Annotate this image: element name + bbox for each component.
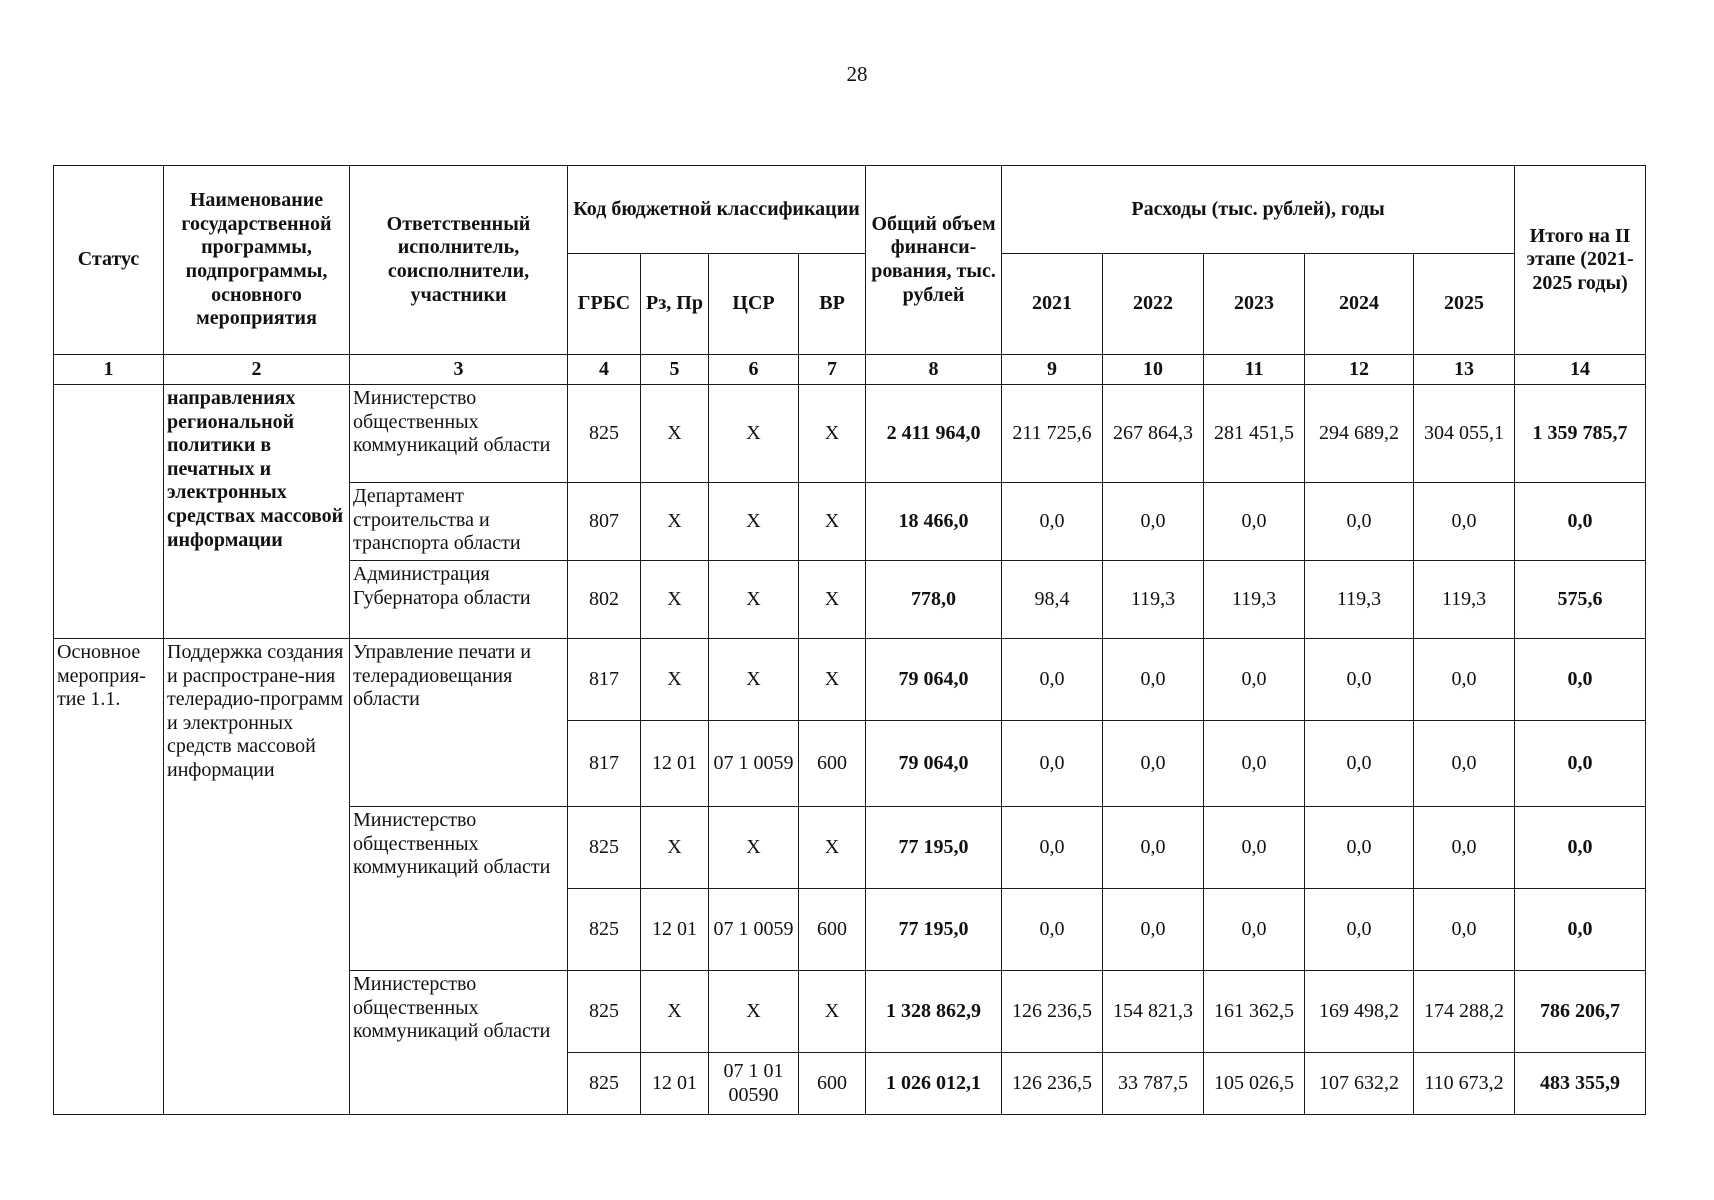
total-cell: 79 064,0: [866, 639, 1002, 721]
year-2022-cell: 0,0: [1103, 889, 1204, 971]
column-number: 9: [1002, 355, 1103, 385]
column-number: 12: [1305, 355, 1414, 385]
vr-cell: X: [799, 639, 866, 721]
year-2022-cell: 0,0: [1103, 483, 1204, 561]
column-number: 2: [164, 355, 350, 385]
year-2024-cell: 107 632,2: [1305, 1053, 1414, 1115]
total-cell: 1 328 862,9: [866, 971, 1002, 1053]
rzpr-cell: X: [641, 561, 709, 639]
vr-cell: X: [799, 807, 866, 889]
grbs-cell: 802: [568, 561, 641, 639]
header-year-2023: 2023: [1204, 254, 1305, 355]
year-2021-cell: 126 236,5: [1002, 1053, 1103, 1115]
column-number: 3: [350, 355, 568, 385]
status-cell: Основное мероприя-тие 1.1.: [54, 639, 164, 1115]
vr-cell: X: [799, 561, 866, 639]
stage-total-cell: 0,0: [1515, 721, 1646, 807]
grbs-cell: 817: [568, 639, 641, 721]
year-2022-cell: 33 787,5: [1103, 1053, 1204, 1115]
executor-cell: Администрация Губернатора области: [350, 561, 568, 639]
rzpr-cell: X: [641, 971, 709, 1053]
stage-total-cell: 786 206,7: [1515, 971, 1646, 1053]
column-number: 14: [1515, 355, 1646, 385]
year-2025-cell: 0,0: [1414, 639, 1515, 721]
grbs-cell: 825: [568, 971, 641, 1053]
total-cell: 77 195,0: [866, 889, 1002, 971]
total-cell: 2 411 964,0: [866, 385, 1002, 483]
year-2024-cell: 169 498,2: [1305, 971, 1414, 1053]
csr-cell: X: [709, 385, 799, 483]
year-2025-cell: 0,0: [1414, 721, 1515, 807]
year-2024-cell: 0,0: [1305, 639, 1414, 721]
year-2024-cell: 0,0: [1305, 807, 1414, 889]
vr-cell: 600: [799, 1053, 866, 1115]
rzpr-cell: 12 01: [641, 721, 709, 807]
year-2021-cell: 0,0: [1002, 889, 1103, 971]
vr-cell: 600: [799, 889, 866, 971]
stage-total-cell: 0,0: [1515, 889, 1646, 971]
year-2025-cell: 304 055,1: [1414, 385, 1515, 483]
year-2023-cell: 0,0: [1204, 639, 1305, 721]
grbs-cell: 817: [568, 721, 641, 807]
header-stage-total: Итого на II этапе (2021-2025 годы): [1515, 166, 1646, 355]
year-2023-cell: 0,0: [1204, 889, 1305, 971]
header-grbs: ГРБС: [568, 254, 641, 355]
year-2023-cell: 0,0: [1204, 807, 1305, 889]
year-2023-cell: 0,0: [1204, 483, 1305, 561]
csr-cell: X: [709, 483, 799, 561]
executor-cell: Министерство общественных коммуникаций области: [350, 971, 568, 1115]
column-number: 6: [709, 355, 799, 385]
year-2023-cell: 105 026,5: [1204, 1053, 1305, 1115]
year-2023-cell: 161 362,5: [1204, 971, 1305, 1053]
column-number: 5: [641, 355, 709, 385]
program-name-cell: Поддержка создания и распростране-ния телерадио-программ и электронных средств массовой информации: [164, 639, 350, 1115]
year-2021-cell: 0,0: [1002, 807, 1103, 889]
column-numbers-row: [54, 355, 1646, 385]
year-2022-cell: 267 864,3: [1103, 385, 1204, 483]
stage-total-cell: 483 355,9: [1515, 1053, 1646, 1115]
year-2022-cell: 0,0: [1103, 721, 1204, 807]
rzpr-cell: X: [641, 385, 709, 483]
rzpr-cell: X: [641, 639, 709, 721]
header-expenses: Расходы (тыс. рублей), годы: [1002, 166, 1515, 254]
year-2025-cell: 110 673,2: [1414, 1053, 1515, 1115]
rzpr-cell: X: [641, 807, 709, 889]
total-cell: 1 026 012,1: [866, 1053, 1002, 1115]
stage-total-cell: 0,0: [1515, 483, 1646, 561]
csr-cell: X: [709, 971, 799, 1053]
csr-cell: 07 1 0059: [709, 721, 799, 807]
stage-total-cell: 1 359 785,7: [1515, 385, 1646, 483]
year-2024-cell: 0,0: [1305, 483, 1414, 561]
total-cell: 77 195,0: [866, 807, 1002, 889]
column-number: 8: [866, 355, 1002, 385]
csr-cell: X: [709, 639, 799, 721]
csr-cell: X: [709, 561, 799, 639]
executor-cell: Министерство общественных коммуникаций области: [350, 385, 568, 483]
year-2024-cell: 0,0: [1305, 721, 1414, 807]
total-cell: 18 466,0: [866, 483, 1002, 561]
header-executor: Ответственный исполнитель, соисполнители, участники: [350, 166, 568, 355]
header-total-volume: Общий объем финанси-рования, тыс. рублей: [866, 166, 1002, 355]
total-cell: 79 064,0: [866, 721, 1002, 807]
header-csr: ЦСР: [709, 254, 799, 355]
header-year-2025: 2025: [1414, 254, 1515, 355]
year-2021-cell: 0,0: [1002, 483, 1103, 561]
grbs-cell: 825: [568, 807, 641, 889]
header-year-2022: 2022: [1103, 254, 1204, 355]
vr-cell: X: [799, 483, 866, 561]
stage-total-cell: 0,0: [1515, 807, 1646, 889]
year-2022-cell: 154 821,3: [1103, 971, 1204, 1053]
year-2022-cell: 119,3: [1103, 561, 1204, 639]
table-row: [54, 639, 1646, 721]
executor-cell: Управление печати и телерадиовещания области: [350, 639, 568, 807]
header-year-2024: 2024: [1305, 254, 1414, 355]
table-row: [54, 385, 1646, 483]
year-2024-cell: 119,3: [1305, 561, 1414, 639]
csr-cell: 07 1 0059: [709, 889, 799, 971]
stage-total-cell: 575,6: [1515, 561, 1646, 639]
csr-cell: 07 1 01 00590: [709, 1053, 799, 1115]
year-2022-cell: 0,0: [1103, 807, 1204, 889]
column-number: 7: [799, 355, 866, 385]
rzpr-cell: X: [641, 483, 709, 561]
year-2024-cell: 294 689,2: [1305, 385, 1414, 483]
year-2021-cell: 98,4: [1002, 561, 1103, 639]
budget-table: [53, 165, 1646, 1115]
year-2021-cell: 0,0: [1002, 721, 1103, 807]
header-vr: ВР: [799, 254, 866, 355]
column-number: 11: [1204, 355, 1305, 385]
table-header: [54, 166, 1646, 385]
header-status: Статус: [54, 166, 164, 355]
stage-total-cell: 0,0: [1515, 639, 1646, 721]
year-2024-cell: 0,0: [1305, 889, 1414, 971]
header-name: Наименование государственной программы, подпрограммы, основного мероприятия: [164, 166, 350, 355]
rzpr-cell: 12 01: [641, 889, 709, 971]
header-year-2021: 2021: [1002, 254, 1103, 355]
year-2025-cell: 0,0: [1414, 807, 1515, 889]
executor-cell: Министерство общественных коммуникаций области: [350, 807, 568, 971]
year-2023-cell: 0,0: [1204, 721, 1305, 807]
year-2022-cell: 0,0: [1103, 639, 1204, 721]
header-rzpr: Рз, Пр: [641, 254, 709, 355]
year-2025-cell: 0,0: [1414, 483, 1515, 561]
column-number: 1: [54, 355, 164, 385]
year-2025-cell: 119,3: [1414, 561, 1515, 639]
rzpr-cell: 12 01: [641, 1053, 709, 1115]
status-cell: [54, 385, 164, 639]
vr-cell: X: [799, 385, 866, 483]
vr-cell: 600: [799, 721, 866, 807]
year-2025-cell: 174 288,2: [1414, 971, 1515, 1053]
grbs-cell: 825: [568, 889, 641, 971]
program-name-cell: направлениях региональной политики в печатных и электронных средствах массовой информации: [164, 385, 350, 639]
year-2021-cell: 0,0: [1002, 639, 1103, 721]
page-number: 28: [846, 62, 868, 86]
budget-table-container: [53, 165, 1645, 1115]
executor-cell: Департамент строительства и транспорта области: [350, 483, 568, 561]
table-body: [54, 385, 1646, 1115]
grbs-cell: 825: [568, 385, 641, 483]
year-2025-cell: 0,0: [1414, 889, 1515, 971]
column-number: 13: [1414, 355, 1515, 385]
grbs-cell: 825: [568, 1053, 641, 1115]
grbs-cell: 807: [568, 483, 641, 561]
csr-cell: X: [709, 807, 799, 889]
vr-cell: X: [799, 971, 866, 1053]
year-2023-cell: 281 451,5: [1204, 385, 1305, 483]
column-number: 10: [1103, 355, 1204, 385]
header-budget-code: Код бюджетной классификации: [568, 166, 866, 254]
column-number: 4: [568, 355, 641, 385]
total-cell: 778,0: [866, 561, 1002, 639]
year-2023-cell: 119,3: [1204, 561, 1305, 639]
year-2021-cell: 211 725,6: [1002, 385, 1103, 483]
year-2021-cell: 126 236,5: [1002, 971, 1103, 1053]
